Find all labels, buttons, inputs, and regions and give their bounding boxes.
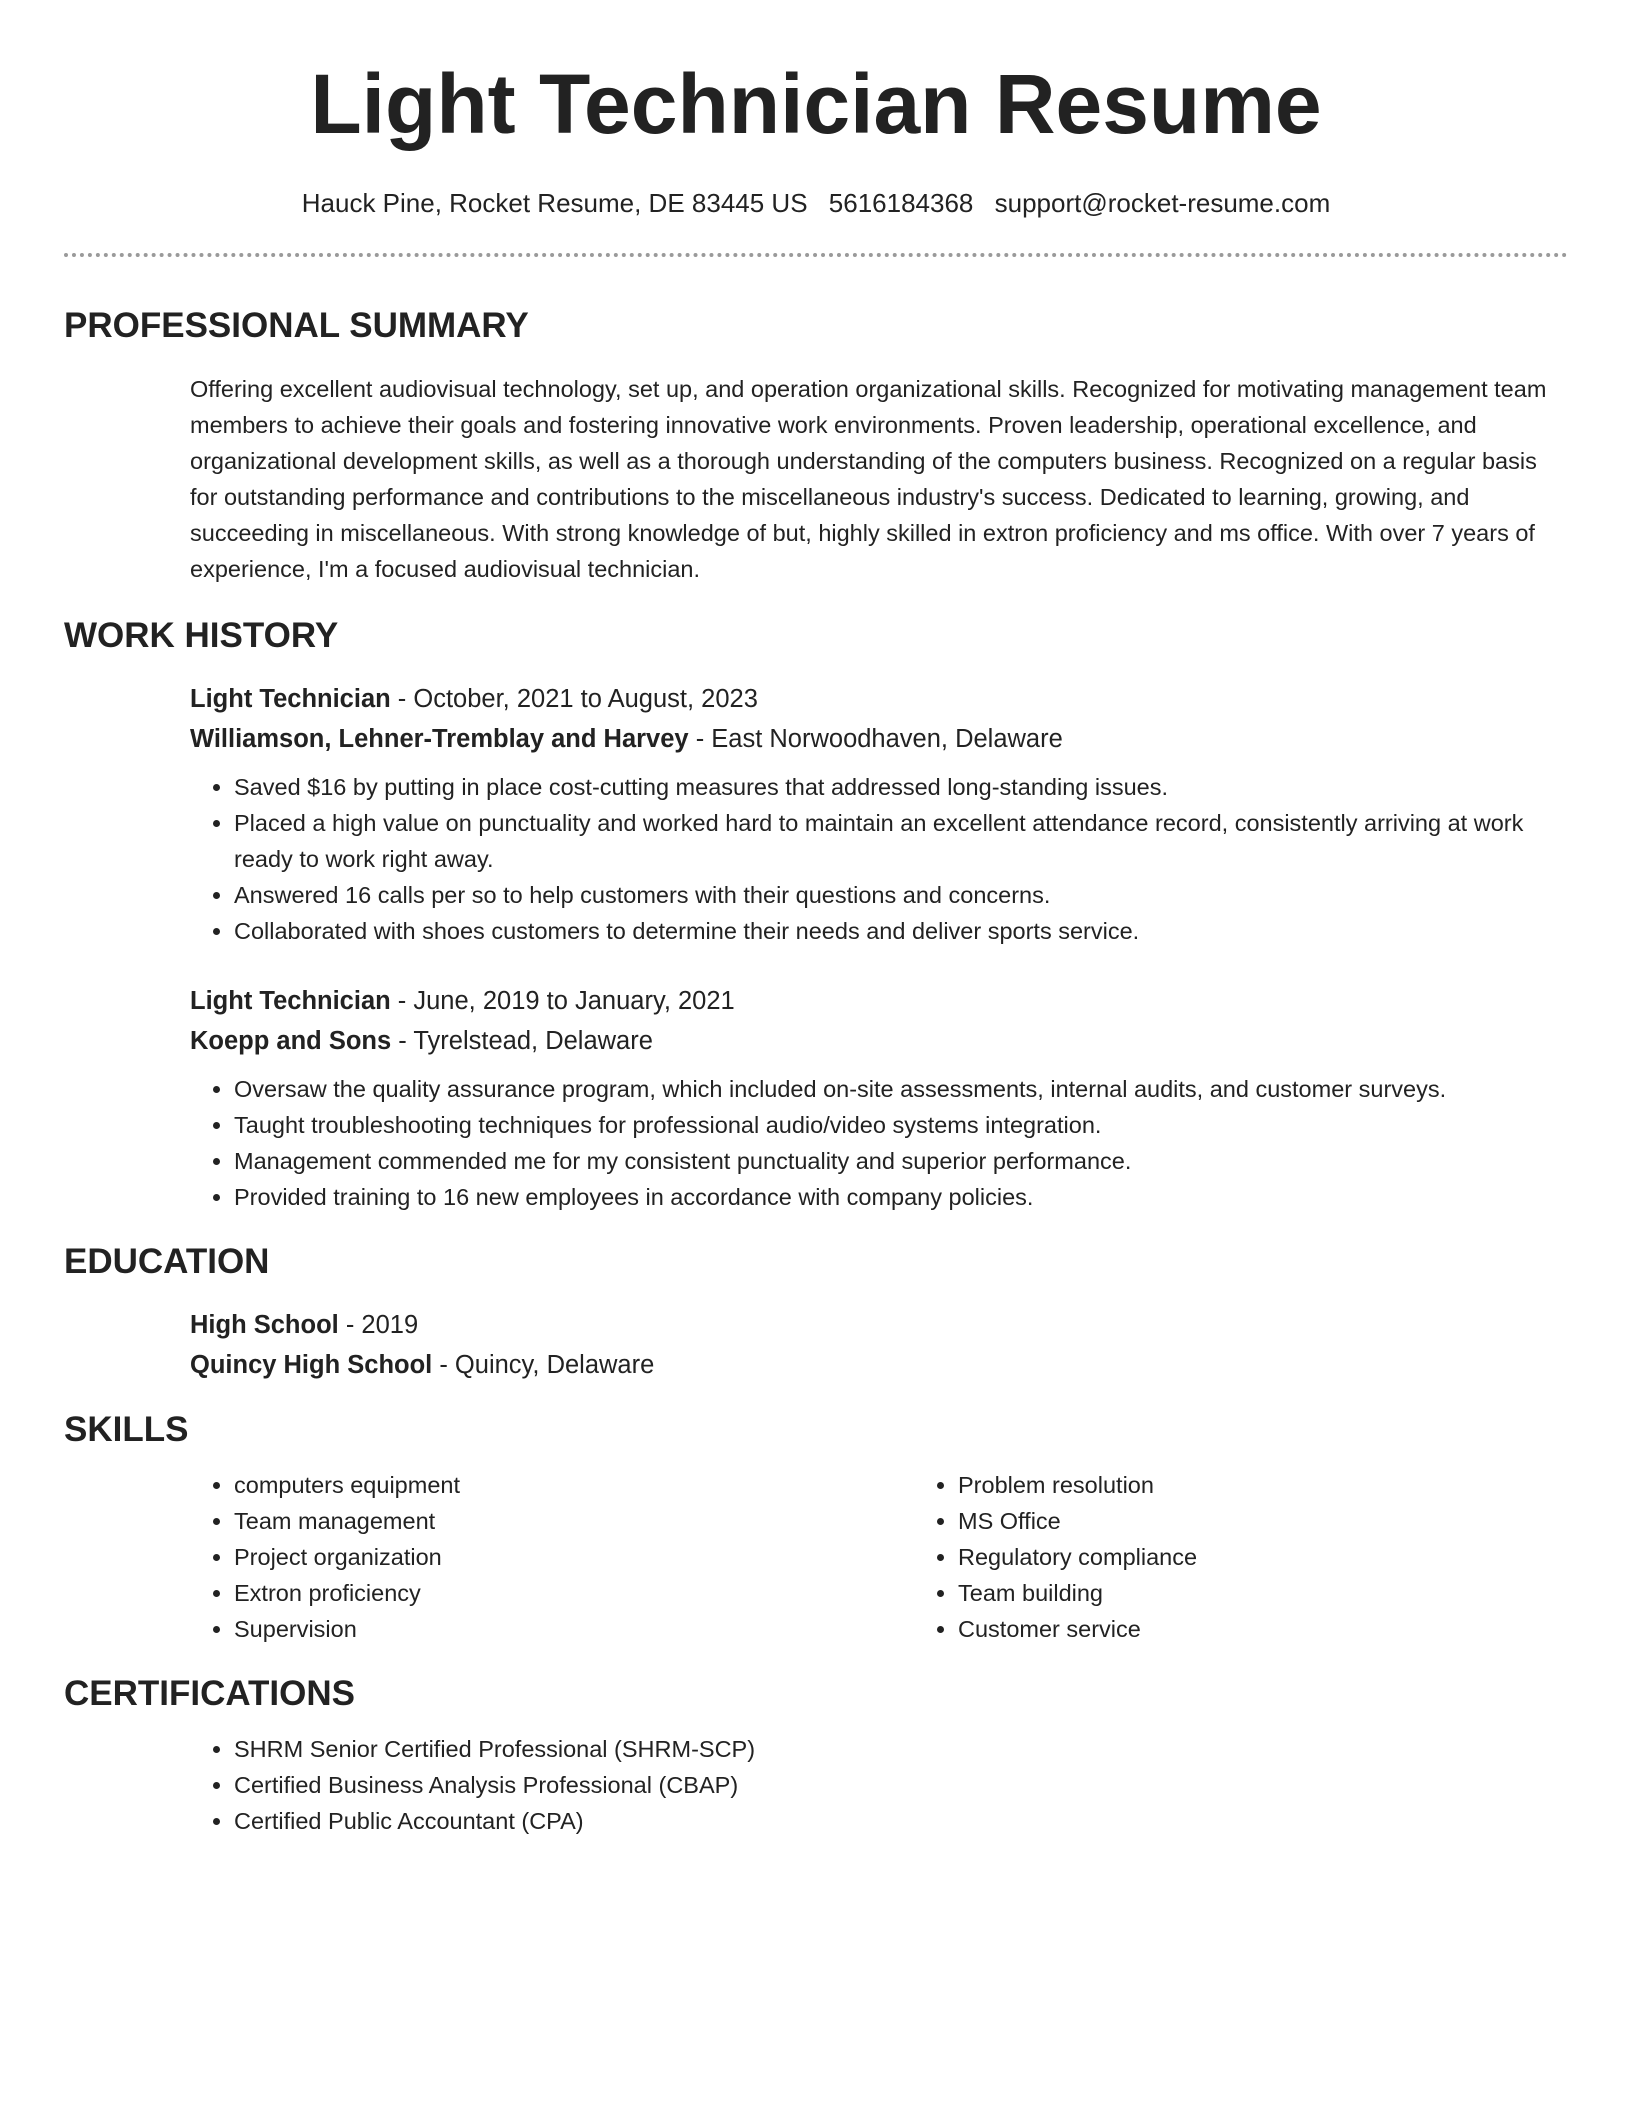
contact-line (64, 188, 1568, 219)
summary-heading: PROFESSIONAL SUMMARY (64, 306, 529, 346)
job-entry (190, 679, 1568, 949)
job-bullet: • Collaborated with shoes customers to determine their needs and deliver sports service. (234, 913, 1568, 949)
job-location: - Tyrelstead, Delaware (391, 1027, 653, 1056)
skills-heading: SKILLS (64, 1410, 189, 1450)
job-bullet: • Provided training to 16 new employees in accordance with company policies. (234, 1179, 1568, 1215)
job-title-line (190, 981, 1568, 1021)
job-bullets (190, 769, 1568, 949)
job-bullet: • Oversaw the quality assurance program, which included on-site assessments, internal audits, and customer surveys. (234, 1071, 1568, 1107)
skills-list-left (190, 1467, 914, 1647)
job-bullets (190, 1071, 1568, 1215)
job-bullet: • Answered 16 calls per so to help customers with their questions and concerns. (234, 877, 1568, 913)
job-bullet: • Management commended me for my consistent punctuality and superior performance. (234, 1143, 1568, 1179)
education-location: - Quincy, Delaware (432, 1351, 655, 1380)
education-school: Quincy High School (190, 1351, 433, 1380)
job-title: Light Technician (190, 987, 391, 1016)
header-divider (64, 253, 1568, 257)
skills-grid (190, 1467, 1568, 1647)
skill-item: • Supervision (234, 1611, 914, 1647)
job-bullet: • Saved $16 by putting in place cost-cutting measures that addressed long-standing issues. (234, 769, 1568, 805)
job-entry (190, 981, 1568, 1215)
job-location: - East Norwoodhaven, Delaware (688, 725, 1063, 754)
contact-phone: 5616184368 (828, 188, 974, 218)
job-bullet: • Taught troubleshooting techniques for professional audio/video systems integration. (234, 1107, 1568, 1143)
resume-page (64, 0, 1568, 1839)
education-heading: EDUCATION (64, 1242, 270, 1282)
skill-item: • Team management (234, 1503, 914, 1539)
job-title-line (190, 679, 1568, 719)
contact-address: Hauck Pine, Rocket Resume, DE 83445 US (301, 188, 808, 218)
resume-title: Light Technician Resume (310, 57, 1322, 151)
skill-item: • Problem resolution (958, 1467, 1558, 1503)
job-title: Light Technician (190, 685, 391, 714)
skill-item: • computers equipment (234, 1467, 914, 1503)
job-dates: - October, 2021 to August, 2023 (390, 685, 758, 714)
certifications-heading: CERTIFICATIONS (64, 1674, 356, 1714)
contact-email: support@rocket-resume.com (994, 188, 1331, 218)
education-degree-line (190, 1305, 1568, 1345)
certification-item: • Certified Public Accountant (CPA) (234, 1803, 1568, 1839)
education-entry (190, 1305, 1568, 1385)
work-history-heading: WORK HISTORY (64, 616, 339, 656)
certification-item: • Certified Business Analysis Professional (CBAP) (234, 1767, 1568, 1803)
summary-text: Offering excellent audiovisual technology, set up, and operation organizational skills. Recognized for motivating management team members to achieve their goals and fostering innovative work environments. Proven leadership, operational excellence, and organizational development skills, as well as a thorough understanding of the computers business. Recognized on a regular basis for outstanding performance and contributions to the miscellaneous industry's success. Dedicated to learning, growing, and succeeding in miscellaneous. With strong knowledge of but, highly skilled in extron proficiency and ms office. With over 7 years of experience, I'm a focused audiovisual technician. (190, 376, 1547, 583)
skill-item: • Project organization (234, 1539, 914, 1575)
job-company: Koepp and Sons (190, 1027, 392, 1056)
job-company: Williamson, Lehner-Tremblay and Harvey (190, 725, 689, 754)
education-degree: High School (190, 1311, 339, 1340)
education-year: - 2019 (338, 1311, 419, 1340)
skills-list-right (914, 1467, 1558, 1647)
job-dates: - June, 2019 to January, 2021 (390, 987, 735, 1016)
certification-item: • SHRM Senior Certified Professional (SHRM-SCP) (234, 1731, 1568, 1767)
skill-item: • MS Office (958, 1503, 1558, 1539)
job-bullet: • Placed a high value on punctuality and worked hard to maintain an excellent attendance record, consistently arriving at work ready to work right away. (234, 805, 1568, 877)
certifications-list (190, 1731, 1568, 1839)
skill-item: • Extron proficiency (234, 1575, 914, 1611)
certifications-section (190, 1731, 1568, 1839)
education-school-line (190, 1345, 1568, 1385)
skill-item: • Team building (958, 1575, 1558, 1611)
skill-item: • Customer service (958, 1611, 1558, 1647)
job-company-line (190, 719, 1568, 759)
skill-item: • Regulatory compliance (958, 1539, 1558, 1575)
job-company-line (190, 1021, 1568, 1061)
